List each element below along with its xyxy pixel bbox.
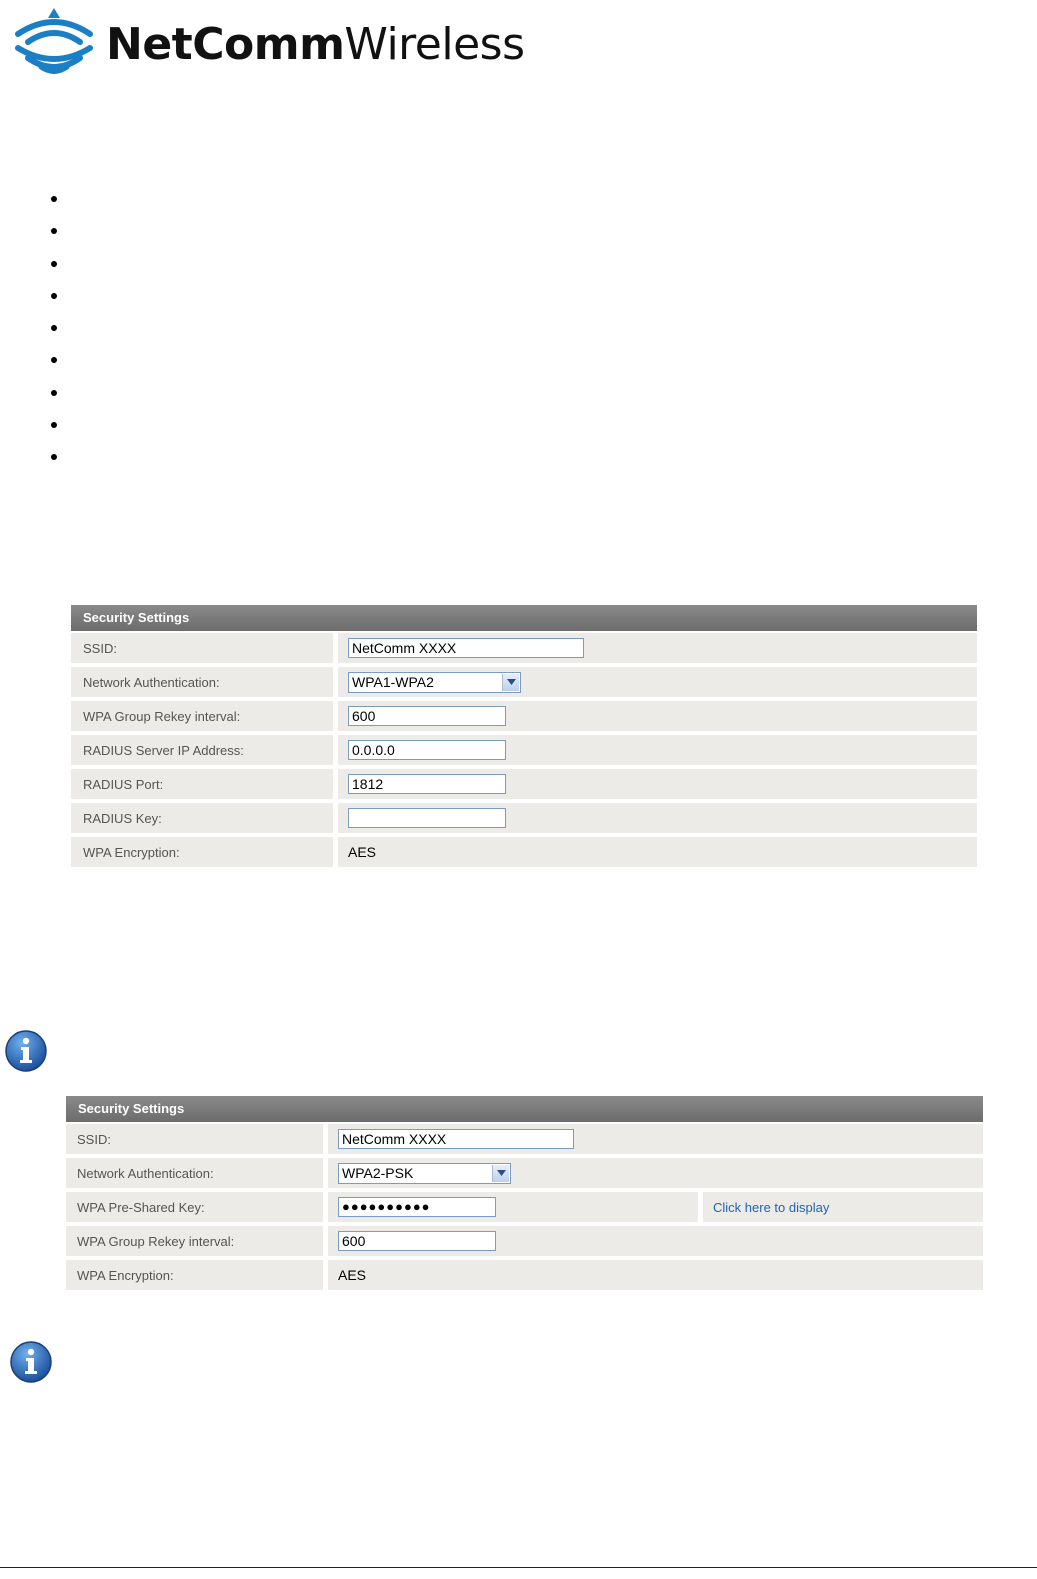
panel-header: Security Settings: [71, 605, 977, 631]
wpa-group-rekey-input[interactable]: 600: [348, 706, 506, 726]
security-settings-panel-wpa1-wpa2: [71, 605, 977, 871]
wifi-signal-icon: [14, 6, 94, 76]
info-icon: [9, 1340, 53, 1384]
ssid-input[interactable]: NetComm XXXX: [338, 1129, 574, 1149]
radius-port-row: [71, 769, 977, 799]
radius-key-label: RADIUS Key:: [71, 803, 338, 833]
panel-header: Security Settings: [66, 1096, 983, 1122]
footer-divider: [0, 1567, 1037, 1568]
wpa-pre-shared-key-label: WPA Pre-Shared Key:: [66, 1192, 328, 1222]
network-authentication-select[interactable]: [348, 672, 521, 693]
network-authentication-value: WPA1-WPA2: [352, 673, 434, 690]
radius-port-label: RADIUS Port:: [71, 769, 338, 799]
radius-key-input[interactable]: [348, 808, 506, 828]
radius-port-input[interactable]: 1812: [348, 774, 506, 794]
info-icon: [4, 1029, 48, 1073]
wpa-group-rekey-input[interactable]: 600: [338, 1231, 496, 1251]
wpa-encryption-label: WPA Encryption:: [71, 837, 338, 867]
ssid-label: SSID:: [71, 633, 338, 663]
network-authentication-label: Network Authentication:: [71, 667, 338, 697]
brand-name: NetCommWireless: [106, 19, 525, 70]
chevron-down-icon[interactable]: [492, 1165, 509, 1182]
radius-server-ip-input[interactable]: 0.0.0.0: [348, 740, 506, 760]
network-authentication-value: WPA2-PSK: [342, 1164, 414, 1181]
wpa-pre-shared-key-row: [66, 1192, 983, 1222]
wpa-encryption-label: WPA Encryption:: [66, 1260, 328, 1290]
radius-server-ip-row: [71, 735, 977, 765]
wpa-encryption-value: AES: [338, 1267, 367, 1283]
wpa-group-rekey-label: WPA Group Rekey interval:: [66, 1226, 328, 1256]
security-settings-panel-wpa2-psk: [66, 1096, 983, 1294]
ssid-input[interactable]: NetComm XXXX: [348, 638, 584, 658]
wpa-encryption-row: [66, 1260, 983, 1290]
radius-server-ip-label: RADIUS Server IP Address:: [71, 735, 338, 765]
network-authentication-row: [66, 1158, 983, 1188]
ssid-row: [66, 1124, 983, 1154]
wpa-group-rekey-row: [66, 1226, 983, 1256]
ssid-row: [71, 633, 977, 663]
chevron-down-icon[interactable]: [502, 674, 519, 691]
network-authentication-select[interactable]: [338, 1163, 511, 1184]
network-authentication-label: Network Authentication:: [66, 1158, 328, 1188]
radius-key-row: [71, 803, 977, 833]
wpa-encryption-value: AES: [348, 844, 377, 860]
network-authentication-row: [71, 667, 977, 697]
wpa-pre-shared-key-input[interactable]: ●●●●●●●●●●: [338, 1197, 496, 1217]
netcomm-logo: [14, 6, 525, 78]
wpa-group-rekey-row: [71, 701, 977, 731]
ssid-label: SSID:: [66, 1124, 328, 1154]
wpa-group-rekey-label: WPA Group Rekey interval:: [71, 701, 338, 731]
display-key-link[interactable]: Click here to display: [713, 1199, 830, 1215]
wpa-encryption-row: [71, 837, 977, 867]
